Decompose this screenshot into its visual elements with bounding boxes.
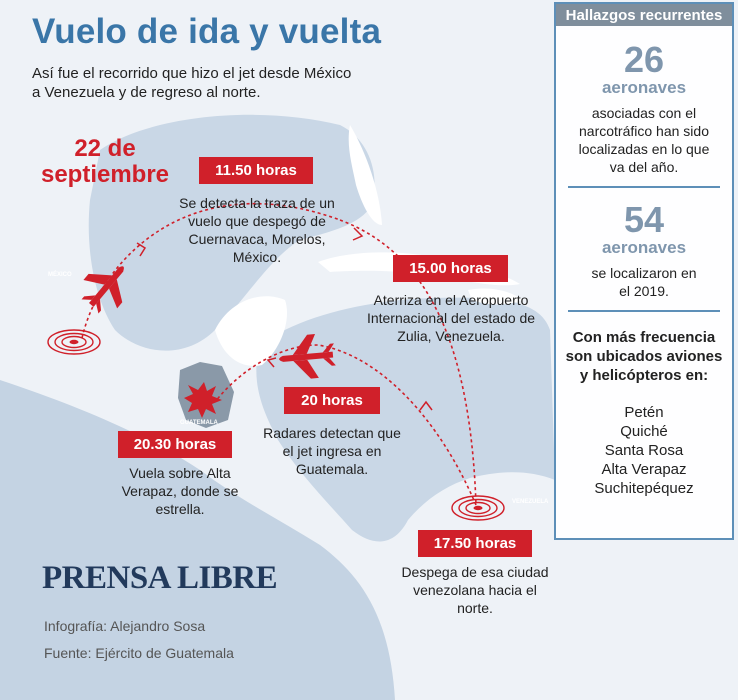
map-label-guatemala: GUATEMALA <box>180 420 218 426</box>
event-time-tag-2: 15.00 horas <box>393 255 508 282</box>
stat-unit-1: aeronaves <box>601 78 687 97</box>
location-item: Quiché <box>620 423 668 440</box>
event-description-4: Radares detectan que el jet ingresa en Guatemala. <box>263 425 401 477</box>
stat-description-1: asociadas con el narcotráfico han sido localizadas en lo que va del año. <box>578 105 710 175</box>
event-time-tag-4: 20 horas <box>284 387 380 414</box>
frequency-heading: Con más frecuencia son ubicados aviones y helicópteros en: <box>565 329 723 384</box>
location-item: Santa Rosa <box>604 442 684 459</box>
prensa-libre-logo: PRENSA LIBRE <box>42 560 278 596</box>
panel-header: Hallazgos recurrentes <box>556 4 732 26</box>
stat-description-2: se localizaron en el 2019. <box>591 265 697 299</box>
location-item: Alta Verapaz <box>601 461 687 478</box>
stat-number-2: 54 <box>623 199 665 240</box>
page-subtitle: Así fue el recorrido que hizo el jet desde México a Venezuela y de regreso al norte. <box>32 65 352 101</box>
date-label: 22 de septiembre <box>40 135 170 188</box>
infographic-credit: Infografía: Alejandro Sosa <box>44 618 206 634</box>
findings-panel <box>554 2 734 540</box>
page-title: Vuelo de ida y vuelta <box>32 12 382 51</box>
event-description-3: Despega de esa ciudad venezolana hacia el norte. <box>401 564 549 616</box>
location-item: Suchitepéquez <box>594 480 694 497</box>
event-description-5: Vuela sobre Alta Verapaz, donde se estrella. <box>121 465 239 517</box>
location-item: Petén <box>624 404 664 421</box>
event-description-2: Aterriza en el Aeropuerto Internacional del estado de Zulia, Venezuela. <box>366 292 536 344</box>
stat-number-1: 26 <box>623 39 665 80</box>
event-time-tag-1: 11.50 horas <box>199 157 313 184</box>
event-time-tag-5: 20.30 horas <box>118 431 232 458</box>
stat-unit-2: aeronaves <box>601 238 687 257</box>
event-time-tag-3: 17.50 horas <box>418 530 532 557</box>
event-description-1: Se detecta la traza de un vuelo que despegó de Cuernavaca, Morelos, México. <box>179 195 335 265</box>
map-label-venezuela: VENEZUELA <box>512 499 549 505</box>
source-credit: Fuente: Ejército de Guatemala <box>44 645 234 661</box>
map-label-mexico: MÉXICO <box>48 272 72 278</box>
